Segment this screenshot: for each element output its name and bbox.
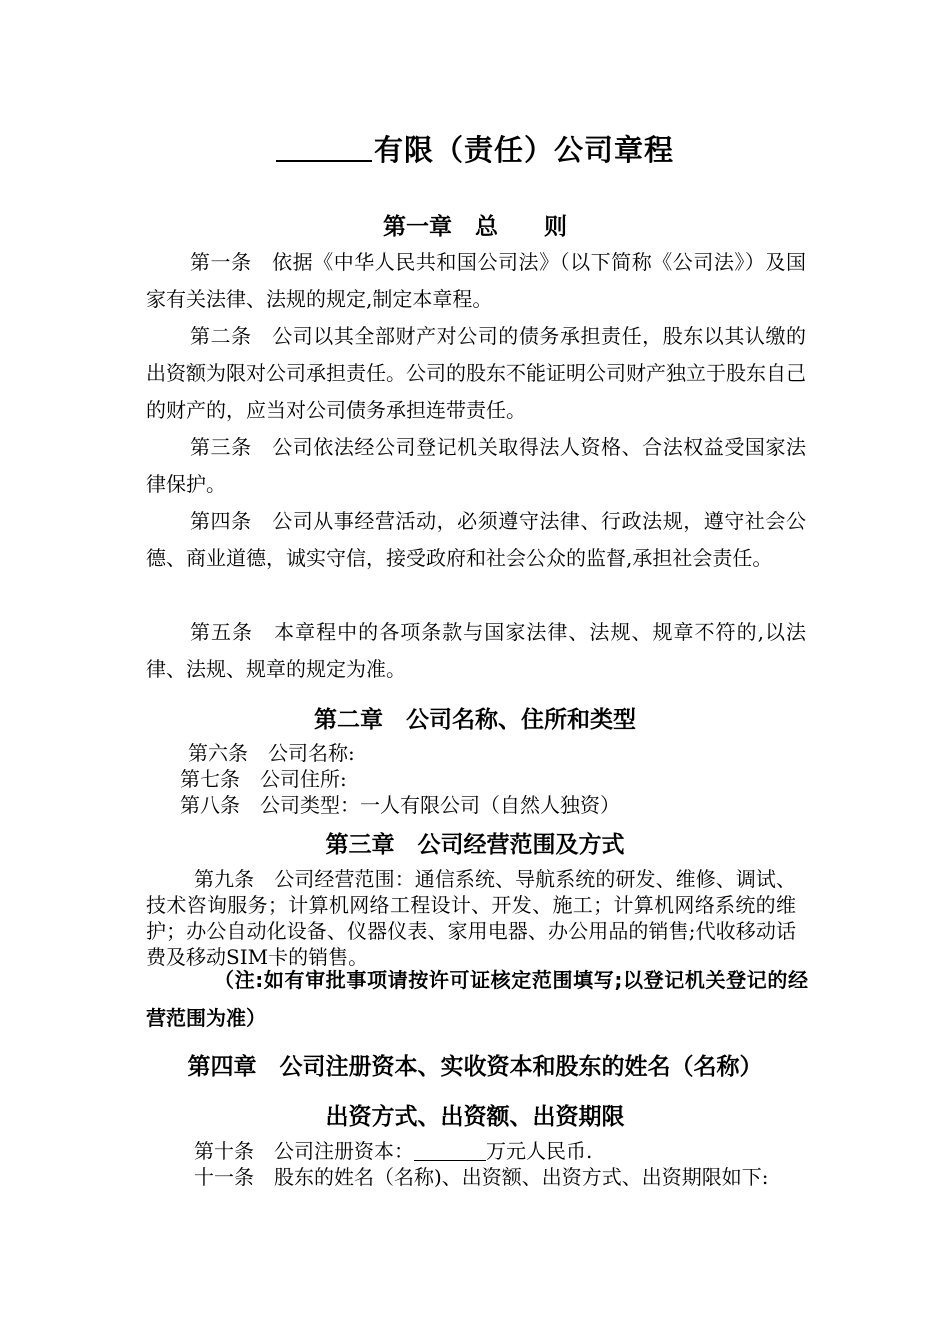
chapter-2-heading: 第二章 公司名称、住所和类型: [314, 707, 636, 733]
registered-capital-blank: [414, 1142, 486, 1161]
article-10-suffix: 万元人民币.: [486, 1139, 593, 1163]
article-10-prefix: 第十条 公司注册资本：: [194, 1139, 414, 1163]
company-name-blank: [276, 134, 372, 162]
article-7: 第七条 公司住所:: [180, 767, 347, 791]
article-1: 第一条 依据《中华人民共和国公司法》（以下简称《公司法》）及国家有关法律、法规的规定,制定本章程。: [146, 250, 806, 311]
chapter-3-heading: 第三章 公司经营范围及方式: [325, 832, 625, 858]
chapter-1-heading: 第一章 总 则: [383, 214, 567, 240]
article-3: 第三条 公司依法经公司登记机关取得法人资格、合法权益受国家法律保护。: [146, 435, 806, 496]
article-11: 十一条 股东的姓名（名称)、出资额、出资方式、出资期限如下:: [194, 1165, 769, 1189]
article-4: 第四条 公司从事经营活动，必须遵守法律、行政法规，遵守社会公德、商业道德，诚实守信，接受政府和社会公众的监督,承担社会责任。: [146, 509, 806, 570]
chapter-4-heading-line2: 出资方式、出资额、出资期限: [325, 1104, 625, 1130]
article-10: [194, 1138, 592, 1164]
article-2: 第二条 公司以其全部财产对公司的债务承担责任，股东以其认缴的出资额为限对公司承担责任。公司的股东不能证明公司财产独立于股东自己的财产的，应当对公司债务承担连带责任。: [146, 324, 806, 422]
article-5: 第五条 本章程中的各项条款与国家法律、法规、规章不符的,以法律、法规、规章的规定为准。: [146, 620, 806, 681]
article-8: 第八条 公司类型：一人有限公司（自然人独资）: [180, 793, 620, 817]
chapter-4-heading-line1: 第四章 公司注册资本、实收资本和股东的姓名（名称）: [187, 1054, 763, 1080]
article-6: 第六条 公司名称:: [188, 741, 355, 765]
document-title-text: 有限（责任）公司章程: [373, 133, 674, 167]
document-title: [0, 128, 950, 169]
business-scope-note: （注:如有审批事项请按许可证核定范围填写;以登记机关登记的经营范围为准）: [146, 968, 808, 1030]
article-9: 第九条 公司经营范围：通信系统、导航系统的研发、维修、调试、技术咨询服务；计算机网络工程设计、开发、施工；计算机网络系统的维护；办公自动化设备、仪器仪表、家用电器、办公用品的销售;代收移动话费及移动SIM卡的销售。: [146, 867, 796, 969]
